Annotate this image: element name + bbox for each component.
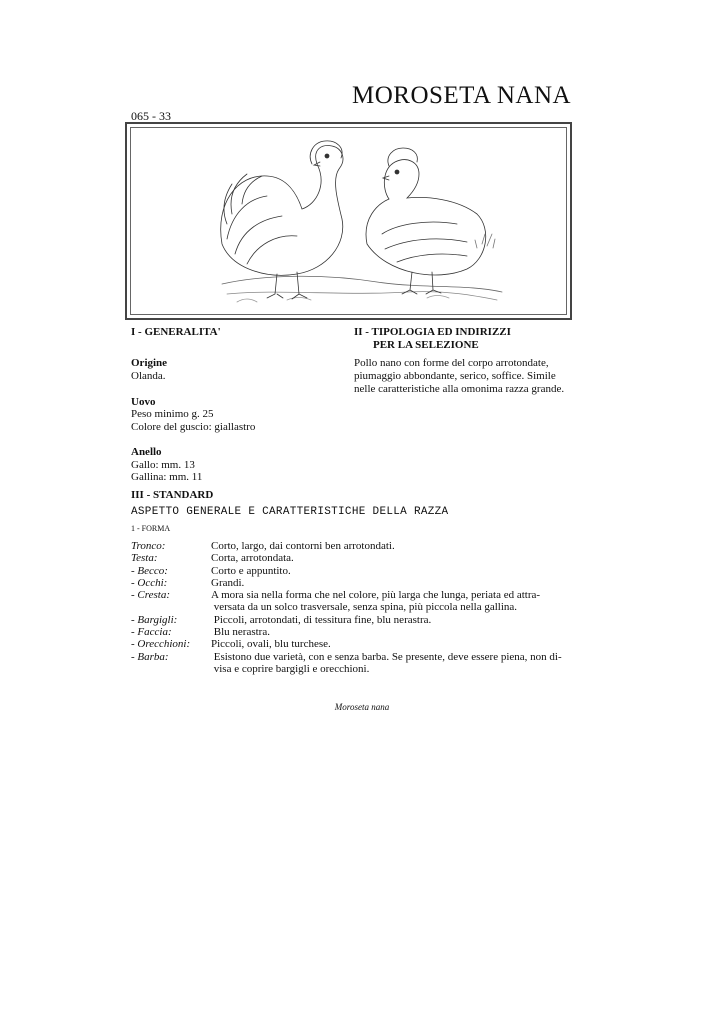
- forma-heading: 1 - FORMA: [131, 524, 171, 533]
- standard-subheading: ASPETTO GENERALE E CARATTERISTICHE DELLA RAZZA: [131, 506, 449, 518]
- row-label: - Faccia:: [131, 626, 172, 639]
- row-label: - Becco:: [131, 564, 168, 577]
- page-title: MOROSETA NANA: [352, 82, 572, 109]
- page-footer: Moroseta nana: [334, 702, 390, 712]
- standard-row-bargigli: [131, 614, 571, 626]
- row-label: Testa:: [131, 552, 158, 565]
- egg-weight: Peso minimo g. 25: [131, 408, 214, 420]
- egg-label: Uovo: [131, 396, 156, 408]
- standard-row-occhi: [131, 577, 571, 589]
- row-value-continued: visa e coprire bargigli e orecchioni.: [211, 662, 370, 675]
- standard-row-orecchioni: [131, 638, 571, 650]
- breed-code: 065 - 33: [131, 109, 171, 123]
- illustration-frame: [125, 122, 572, 320]
- ring-rooster: Gallo: mm. 13: [131, 459, 195, 471]
- standard-row-cresta: [131, 589, 571, 614]
- standard-row-barba: [131, 651, 571, 676]
- row-value: Corto e appuntito.: [211, 564, 291, 577]
- row-label: - Orecchioni:: [131, 638, 191, 651]
- row-value: Blu nerastra.: [211, 626, 270, 639]
- origin-value: Olanda.: [131, 370, 166, 382]
- section-2-heading-line2: PER LA SELEZIONE: [373, 339, 479, 351]
- row-value: Piccoli, arrotondati, di tessitura fine, blu nerastra.: [211, 613, 432, 626]
- row-value: Esistono due varietà, con e senza barba. Se presente, deve essere piena, non di-: [211, 650, 562, 663]
- chickens-illustration-icon: [127, 124, 570, 318]
- section-2-text-line: piumaggio abbondante, serico, soffice. Simile: [354, 370, 556, 382]
- origin-label: Origine: [131, 357, 168, 369]
- section-2-text-line: nelle caratteristiche alla omonima razza grande.: [354, 383, 565, 395]
- ring-hen: Gallina: mm. 11: [131, 471, 203, 483]
- egg-shell-color: Colore del guscio: giallastro: [131, 421, 256, 433]
- row-value: Corta, arrotondata.: [211, 552, 294, 565]
- section-3-heading: III - STANDARD: [131, 489, 214, 501]
- row-label: - Occhi:: [131, 576, 168, 589]
- row-value: Piccoli, ovali, blu turchese.: [211, 638, 331, 651]
- section-2-heading-line1: II - TIPOLOGIA ED INDIRIZZI: [354, 326, 511, 338]
- row-value: A mora sia nella forma che nel colore, più larga che lunga, periata ed attra-: [211, 589, 541, 602]
- section-2-text-line: Pollo nano con forme del corpo arrotondate,: [354, 357, 549, 369]
- standard-rows: [131, 540, 571, 675]
- standard-row-becco: [131, 565, 571, 577]
- row-label: - Bargigli:: [131, 613, 178, 626]
- row-value: Grandi.: [211, 576, 245, 589]
- standard-row-tronco: [131, 540, 571, 552]
- row-label: - Cresta:: [131, 589, 171, 602]
- row-value: Corto, largo, dai contorni ben arrotondati.: [211, 540, 395, 552]
- row-value-continued: versata da un solco trasversale, senza spina, più piccola nella gallina.: [211, 601, 518, 614]
- standard-row-faccia: [131, 626, 571, 638]
- standard-row-testa: [131, 552, 571, 564]
- ring-label: Anello: [131, 446, 162, 458]
- section-1-heading: I - GENERALITA': [131, 326, 221, 338]
- row-label: Tronco:: [131, 540, 166, 552]
- row-label: - Barba:: [131, 650, 169, 663]
